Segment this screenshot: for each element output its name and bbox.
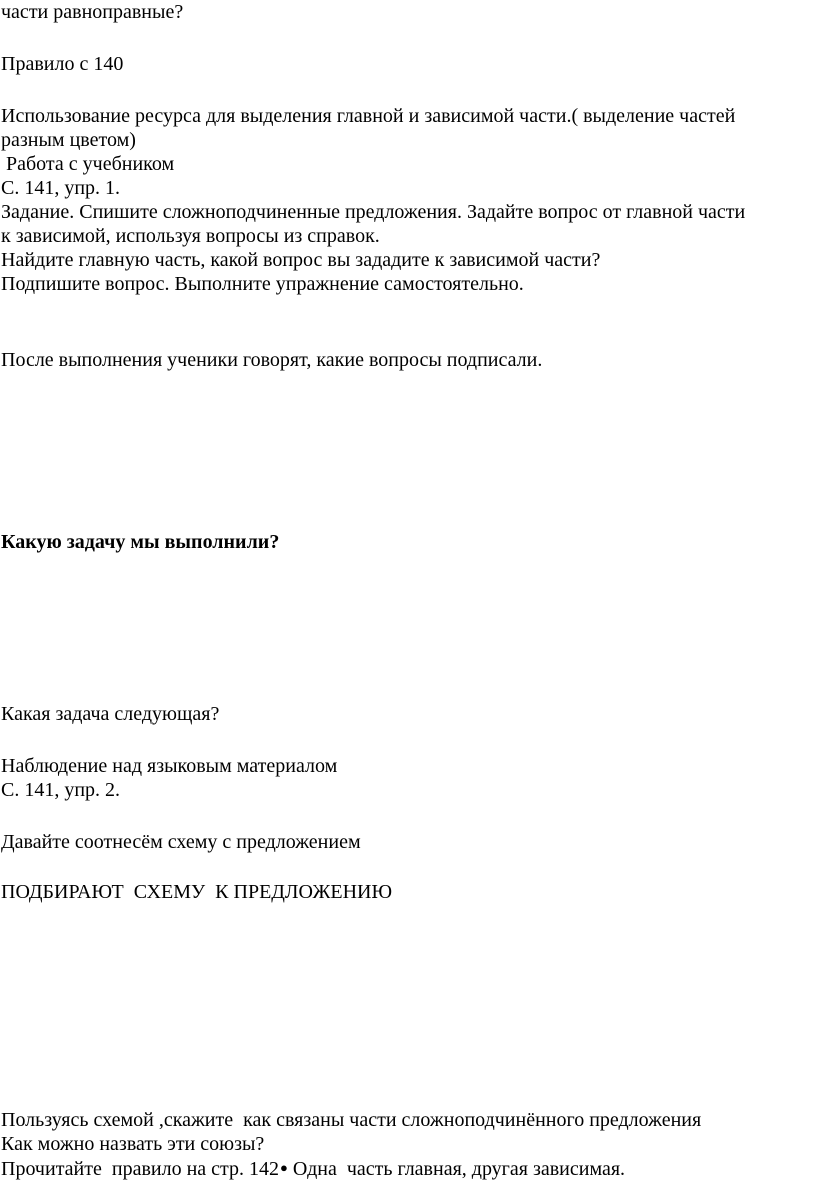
next-task-question: Какая задача следующая? (1, 703, 220, 725)
observation-heading: Наблюдение над языковым материалом (1, 755, 338, 777)
task-text-line-1: Задание. Спишите сложноподчиненные предложения. Задайте вопрос от главной части (1, 201, 746, 223)
textbook-work-heading: Работа с учебником (1, 153, 175, 175)
after-exercise-text: После выполнения ученики говорят, какие вопросы подписали. (1, 349, 543, 371)
scheme-question-line: Пользуясь схемой ,скажите как связаны части сложноподчинённого предложения (1, 1109, 702, 1131)
rule-read-text: Прочитайте правило на стр. 142 (1, 1158, 280, 1180)
text-line-4: разным цветом) (1, 129, 136, 151)
exercise-reference-1: С. 141, упр. 1. (1, 177, 121, 199)
task-text-line-3: Найдите главную часть, какой вопрос вы зададите к зависимой части? (1, 249, 601, 271)
rule-read-line (1, 1156, 625, 1181)
scheme-instruction: Давайте соотнесём схему с предложением (1, 831, 361, 853)
question-heading: Какую задачу мы выполнили? (1, 531, 280, 553)
bullet-dot-icon: ● (280, 1160, 288, 1175)
conjunctions-question: Как можно назвать эти союзы? (1, 1133, 265, 1155)
rule-reference: Правило с 140 (1, 53, 124, 75)
scheme-caps-text: ПОДБИРАЮТ СХЕМУ К ПРЕДЛОЖЕНИЮ (1, 881, 393, 903)
main-dependent-text: Одна часть главная, другая зависимая. (287, 1158, 626, 1180)
text-line-3: Использование ресурса для выделения главной и зависимой части.( выделение частей (1, 105, 736, 127)
text-line-1: части равноправные? (1, 1, 184, 23)
task-text-line-2: к зависимой, используя вопросы из справок. (1, 225, 380, 247)
exercise-reference-2: С. 141, упр. 2. (1, 779, 121, 801)
task-text-line-4: Подпишите вопрос. Выполните упражнение самостоятельно. (1, 273, 524, 295)
